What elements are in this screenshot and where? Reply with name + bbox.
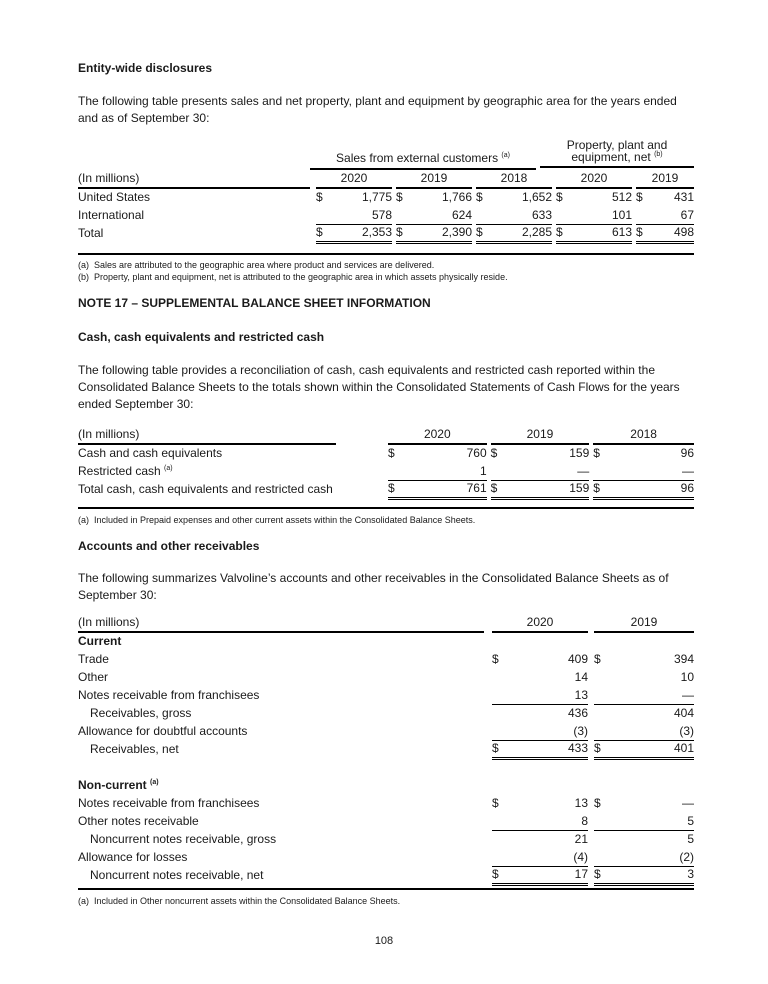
section-heading-receivables: Accounts and other receivables bbox=[78, 539, 260, 553]
spacer-row bbox=[78, 758, 694, 776]
page-number: 108 bbox=[374, 935, 394, 947]
table-row-total: Receivables, net $ 433 $ 401 bbox=[90, 740, 694, 756]
table-row-total: Noncurrent notes receivable, net $ 17 $ 3 bbox=[90, 866, 694, 882]
footnote: (a) Included in Other noncurrent assets within the Consolidated Balance Sheets. bbox=[78, 896, 401, 906]
footnote-divider bbox=[78, 253, 694, 255]
section-heading-entity-wide: Entity-wide disclosures bbox=[78, 61, 213, 75]
table-row-subtotal: Receivables, gross 436 404 bbox=[90, 706, 694, 720]
table-row-total: Total $ 2,353 $ 2,390 $ 2,285 $ 613 $ 498 bbox=[78, 224, 694, 240]
table-header-row: (In millions) 2020 2019 2018 2020 2019 bbox=[78, 170, 694, 188]
table-header-row: (In millions) 2020 2019 2018 bbox=[78, 426, 694, 444]
table-row: United States $ 1,775 $ 1,766 $ 1,652 $ 512 $ 431 bbox=[78, 190, 694, 204]
table-row-subtotal: Noncurrent notes receivable, gross 21 5 bbox=[90, 832, 694, 846]
footnote-divider bbox=[78, 888, 694, 890]
table-row: Other notes receivable 8 5 bbox=[78, 813, 694, 828]
group-header-ppe: Property, plant and equipment, net $^{(b)}$ bbox=[540, 139, 694, 168]
table-row: Notes receivable from franchisees $ 13 $ — bbox=[78, 796, 694, 810]
table-row: Trade $ 409 $ 394 bbox=[78, 652, 694, 666]
table-row: Other 14 10 bbox=[78, 670, 694, 684]
table-row: Cash and cash equivalents $ 760 $ 159 $ 96 bbox=[78, 446, 694, 460]
table-subheader-current: Current bbox=[78, 634, 122, 648]
note-title: NOTE 17 – SUPPLEMENTAL BALANCE SHEET INFORMATION bbox=[78, 296, 431, 310]
receivables-table bbox=[78, 614, 694, 886]
footnote-divider bbox=[78, 507, 694, 509]
cash-table bbox=[78, 426, 694, 500]
footnote: (b) Property, plant and equipment, net is attributed to the geographic area in which assets physically reside. bbox=[78, 272, 508, 282]
table-subheader-noncurrent: Non-current $^{(a)}$ bbox=[78, 778, 159, 792]
section-intro-cash: The following table provides a reconciliation of cash, cash equivalents and restricted cash reported within the Consolidated Balance Sheets to the totals shown within the Consolidated Statements of Cash Flows for the years ended September 30: bbox=[78, 363, 680, 411]
table-row: Allowance for doubtful accounts (3) (3) bbox=[78, 723, 694, 738]
group-header-sales: Sales from external customers $^{(a)}$ bbox=[310, 151, 536, 170]
table-header-row: (In millions) 2020 2019 bbox=[78, 614, 694, 632]
table-row: International 578 624 633 101 67 bbox=[78, 207, 694, 222]
section-intro-receivables: The following summarizes Valvoline’s accounts and other receivables in the Consolidated Balance Sheets as of September 30: bbox=[78, 571, 669, 602]
table-row: Restricted cash $^{(a)}$ 1 — — bbox=[78, 463, 694, 478]
section-intro-entity-wide: The following table presents sales and net property, plant and equipment by geographic area for the years ended and as of September 30: bbox=[78, 94, 677, 125]
geographic-table bbox=[78, 170, 694, 244]
table-row-total: Total cash, cash equivalents and restricted cash $ 761 $ 159 $ 96 bbox=[78, 480, 694, 496]
section-heading-cash: Cash, cash equivalents and restricted cash bbox=[78, 330, 325, 344]
footnote: (a) Included in Prepaid expenses and other current assets within the Consolidated Balance Sheets. bbox=[78, 515, 476, 525]
table-row: Allowance for losses (4) (2) bbox=[78, 849, 694, 864]
table-row: Notes receivable from franchisees 13 — bbox=[78, 687, 694, 702]
footnote: (a) Sales are attributed to the geographic area where product and services are delivered. bbox=[78, 260, 435, 270]
